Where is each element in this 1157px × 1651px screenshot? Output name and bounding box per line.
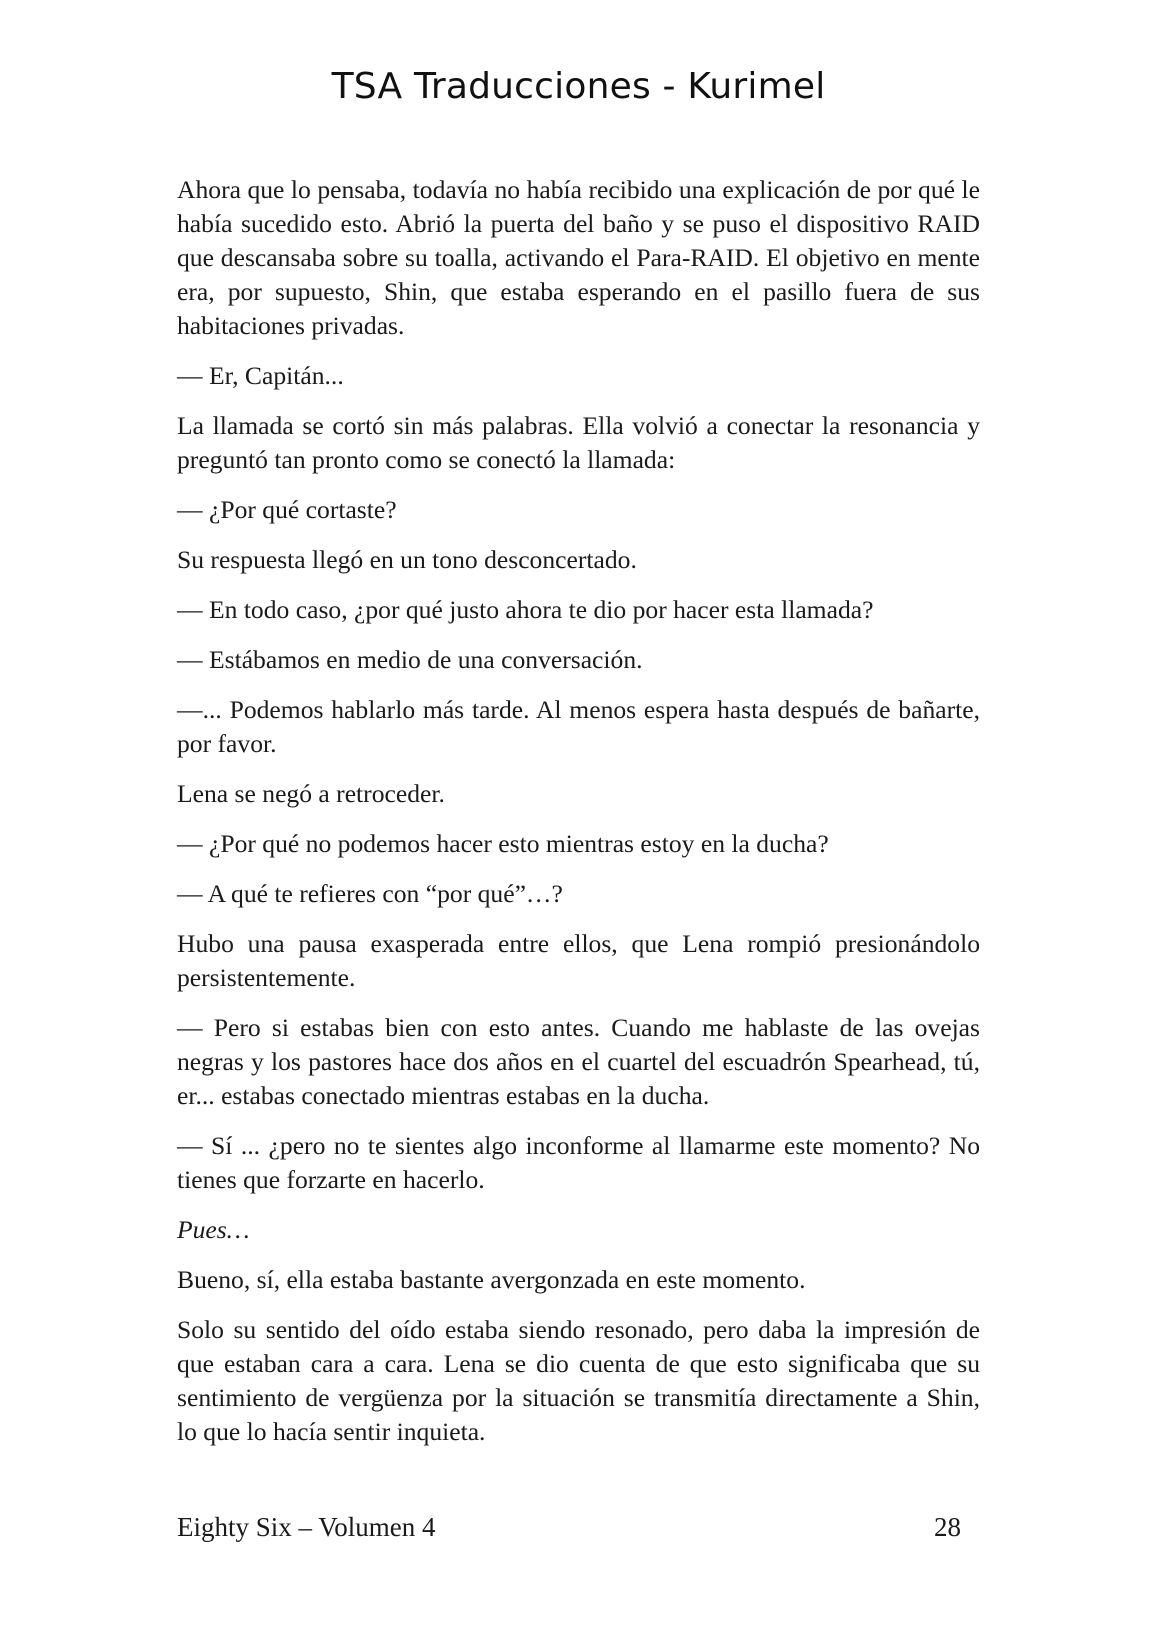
page-number: 28: [934, 1512, 961, 1542]
paragraph: Solo su sentido del oído estaba siendo resonado, pero daba la impresión de que estaban cara a cara. Lena se dio cuenta de que esto significaba que su sentimiento de vergüenza por la situación se transmitía directamente a Shin, lo que lo hacía sentir inquieta.: [177, 1315, 980, 1446]
dialogue-line: — Er, Capitán...: [177, 361, 344, 390]
italic-thought: Pues…: [177, 1215, 250, 1244]
dialogue-line: — Pero si estabas bien con esto antes. Cuando me hablaste de las ovejas negras y los pastores hace dos años en el cuartel del escuadrón Spearhead, tú, er... estabas conectado mientras estabas en la ducha.: [177, 1013, 980, 1110]
dialogue-line: —... Podemos hablarlo más tarde. Al menos espera hasta después de bañarte, por favor.: [177, 695, 980, 758]
page-header-title: TSA Traducciones - Kurimel: [331, 66, 826, 107]
paragraph: Bueno, sí, ella estaba bastante avergonzada en este momento.: [177, 1265, 806, 1294]
footer-book-title: Eighty Six – Volumen 4: [177, 1512, 436, 1542]
body-text: [177, 173, 980, 1465]
paragraph: Ahora que lo pensaba, todavía no había recibido una explicación de por qué le había sucedido esto. Abrió la puerta del baño y se puso el dispositivo RAID que descansaba sobre su toalla, activando el Para-RAID. El objetivo en mente era, por supuesto, Shin, que estaba esperando en el pasillo fuera de sus habitaciones privadas.: [177, 175, 980, 340]
dialogue-line: — Estábamos en medio de una conversación.: [177, 645, 643, 674]
paragraph: Su respuesta llegó en un tono desconcertado.: [177, 545, 637, 574]
dialogue-line: — Sí ... ¿pero no te sientes algo inconforme al llamarme este momento? No tienes que forzarte en hacerlo.: [177, 1131, 980, 1194]
dialogue-line: — A qué te refieres con “por qué”…?: [177, 879, 563, 908]
dialogue-line: — ¿Por qué no podemos hacer esto mientras estoy en la ducha?: [177, 829, 829, 858]
paragraph: Hubo una pausa exasperada entre ellos, que Lena rompió presionándolo persistentemente.: [177, 929, 980, 992]
paragraph: Lena se negó a retroceder.: [177, 779, 445, 808]
paragraph: La llamada se cortó sin más palabras. Ella volvió a conectar la resonancia y preguntó tan pronto como se conectó la llamada:: [177, 411, 980, 474]
dialogue-line: — ¿Por qué cortaste?: [177, 495, 397, 524]
dialogue-line: — En todo caso, ¿por qué justo ahora te dio por hacer esta llamada?: [177, 595, 874, 624]
